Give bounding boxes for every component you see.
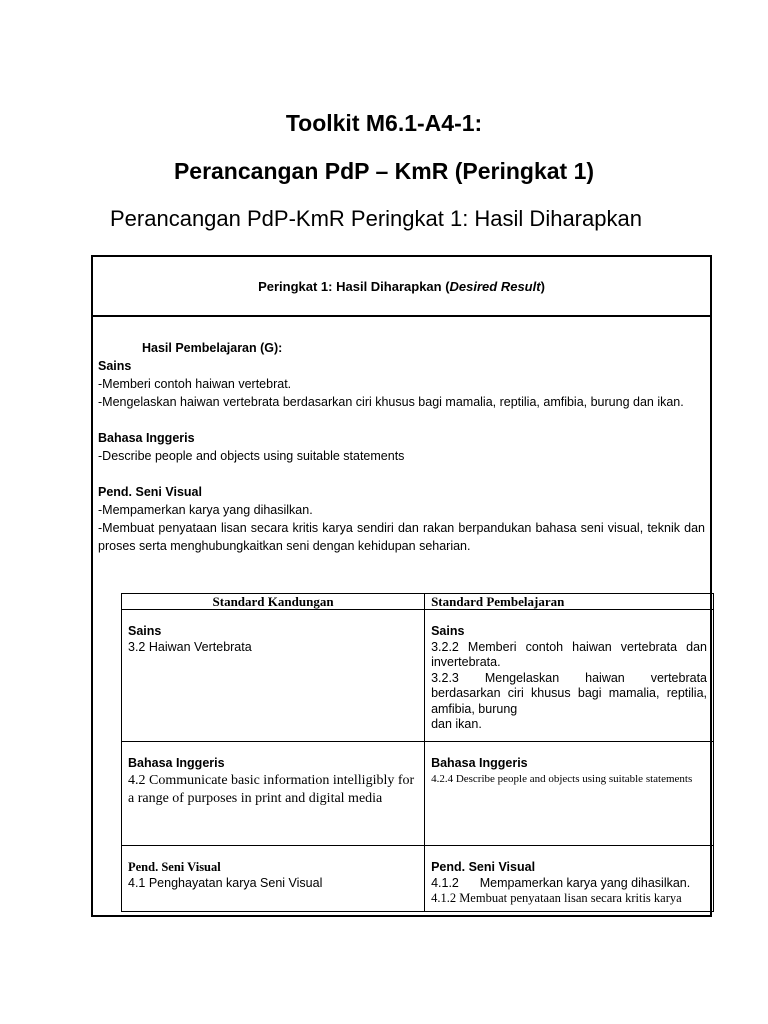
table-header-row [122, 594, 714, 610]
psv-outcome-2: -Membuat penyataan lisan secara kritis karya sendiri dan rakan berpandukan bahasa seni visual, teknik dan proses serta menghubungkaitkan seni dengan kehidupan seharian. [98, 521, 705, 553]
table-cell [122, 742, 425, 846]
table-row [122, 846, 714, 912]
col-header-standard-kandungan: Standard Kandungan [122, 594, 425, 610]
sains-outcome-1: -Memberi contoh haiwan vertebrat. [98, 377, 292, 391]
cell-subject-label: Bahasa Inggeris [431, 756, 528, 770]
cell-text: 3.2.3 Mengelaskan haiwan vertebrata berdasarkan ciri khusus bagi mamalia, reptilia, amfibia, burung [431, 670, 707, 716]
cell-text: 4.1.2 Membuat penyataan lisan secara kritis karya [431, 891, 682, 905]
table-row [122, 610, 714, 742]
col-header-standard-pembelajaran: Standard Pembelajaran [425, 594, 714, 610]
table-cell [122, 846, 425, 912]
box-heading [93, 257, 710, 317]
cell-subject-label: Pend. Seni Visual [431, 860, 536, 874]
table-cell [425, 846, 714, 912]
bi-label: Bahasa Inggeris [98, 431, 195, 445]
table-row [122, 742, 714, 846]
cell-subject-label: Pend. Seni Visual [128, 860, 221, 874]
cell-text: 4.1.2 Mempamerkan karya yang dihasilkan. [431, 875, 691, 890]
box-heading-prefix: Peringkat 1: Hasil Diharapkan ( [258, 278, 450, 294]
table-cell [425, 742, 714, 846]
cell-subject-label: Sains [431, 624, 465, 638]
document-subtitle: Perancangan PdP-KmR Peringkat 1: Hasil Diharapkan [110, 206, 642, 231]
table-cell [122, 610, 425, 742]
sains-label: Sains [98, 359, 132, 373]
desired-result-box [91, 255, 712, 917]
document-title: Toolkit M6.1-A4-1: [285, 110, 483, 136]
sains-outcome-2: -Mengelaskan haiwan vertebrata berdasarkan ciri khusus bagi mamalia, reptilia, amfibia, burung dan ikan. [98, 395, 684, 409]
cell-text: 3.2 Haiwan Vertebrata [128, 639, 252, 654]
box-heading-suffix: ) [540, 278, 545, 294]
cell-text: 4.2.4 Describe people and objects using suitable statements [431, 772, 693, 785]
cell-text: 4.2 Communicate basic information intelligibly for a range of purposes in print and digital media [128, 772, 415, 806]
cell-subject-label: Bahasa Inggeris [128, 756, 225, 770]
cell-text: 4.1 Penghayatan karya Seni Visual [128, 875, 323, 890]
standards-table [121, 593, 714, 912]
document-title-line2: Perancangan PdP – KmR (Peringkat 1) [173, 158, 595, 184]
psv-label: Pend. Seni Visual [98, 485, 202, 499]
cell-text: dan ikan. [431, 717, 482, 731]
table-cell [425, 610, 714, 742]
cell-text: 3.2.2 Memberi contoh haiwan vertebrata dan invertebrata. [431, 639, 707, 669]
bi-outcome-1: -Describe people and objects using suitable statements [98, 449, 405, 463]
box-heading-italic: Desired Result [449, 278, 541, 294]
cell-subject-label: Sains [128, 624, 162, 638]
learning-outcomes [93, 317, 710, 555]
psv-outcome-1: -Mempamerkan karya yang dihasilkan. [98, 503, 313, 517]
hasil-pembelajaran-title: Hasil Pembelajaran (G): [142, 341, 283, 355]
